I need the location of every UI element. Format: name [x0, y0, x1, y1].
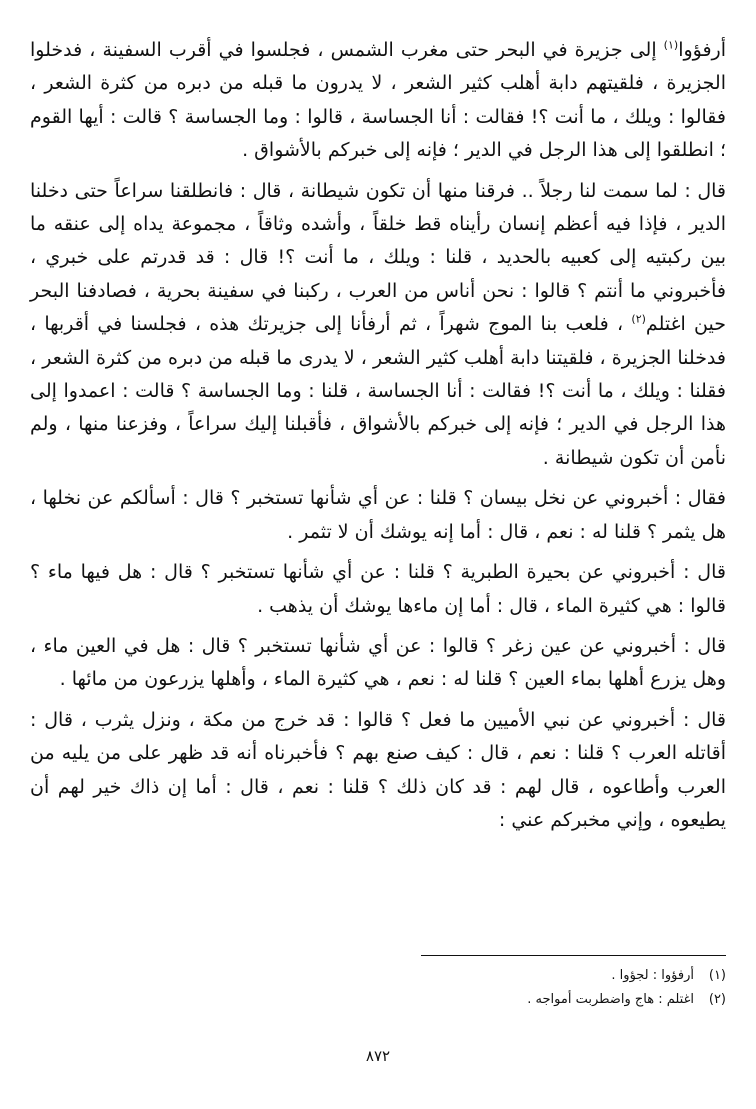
footnote-divider	[421, 955, 726, 956]
paragraph-text: قال : أخبروني عن عين زغر ؟ قالوا : عن أي شأنها تستخبر ؟ قال : هل في العين ماء ، وهل يزرع أهلها بماء العين ؟ قلنا له : نعم ، هي كثيرة الماء ، وأهلها يزرعون من مائها .	[30, 634, 726, 691]
paragraph-4	[30, 556, 726, 623]
paragraph-1	[30, 34, 726, 168]
footnote-text: أرفؤوا : لجؤوا .	[611, 968, 694, 983]
footnote-number: (١)	[708, 968, 726, 983]
footnote-item	[30, 964, 726, 988]
footnote-reference-1: (١)	[663, 38, 679, 52]
paragraph-text: فقال : أخبروني عن نخل بيسان ؟ قلنا : عن أي شأنها تستخبر ؟ قال : أسألكم عن نخلها ، هل يثمر ؟ قلنا له : نعم ، قال : أما إنه يوشك أن لا تثمر .	[30, 487, 726, 543]
paragraph-5	[30, 630, 726, 697]
paragraph-text: قال : أخبروني عن نبي الأميين ما فعل ؟ قالوا : قد خرج من مكة ، ونزل يثرب ، قال : أقاتله العرب ؟ قلنا : نعم ، قال : كيف صنع بهم ؟ فأخبرناه أنه قد ظهر على من يليه من العرب وأطاعوه ، قال لهم : قد كان ذلك ؟ قلنا : نعم ، قال : أما إن ذاك خير لهم أن يطيعوه ، وإني مخبركم عني :	[30, 708, 726, 831]
main-text	[30, 34, 726, 974]
paragraph-6	[30, 704, 726, 838]
paragraph-text: أرفؤوا	[678, 39, 726, 61]
paragraph-text: قال : لما سمت لنا رجلاً .. فرقنا منها أن تكون شيطانة ، قال : فانطلقنا سراعاً حتى دخلنا الدير ، فإذا فيه أعظم إنسان رأيناه قط خلقاً ، وأشده وثاقاً ، مجموعة يداه إلى عنقه ما بين ركبتيه إلى كعبيه بالحديد ، قلنا : ويلك ، ما أنت ؟! قال : قد قدرتم على خبري ، فأخبروني ما أنتم ؟ قالوا : نحن أناس من العرب ، ركبنا في سفينة بحرية ، فصادفنا البحر حين اغتلم	[30, 179, 727, 336]
paragraph-2	[30, 175, 726, 476]
paragraph-text: قال : أخبروني عن بحيرة الطبرية ؟ قلنا : عن أي شأنها تستخبر ؟ قال : هل فيها ماء ؟ قالوا : هي كثيرة الماء ، قال : أما إن ماءها يوشك أن يذهب .	[30, 561, 726, 617]
page-number: ٨٧٢	[365, 1047, 391, 1065]
paragraph-text: ، فلعب بنا الموج شهراً ، ثم أرفأنا إلى جزيرتك هذه ، فجلسنا في أقربها ، فدخلنا الجزيرة ، فلقيتنا دابة أهلب كثير الشعر ، لا يدرى ما قبله من دبره من كثرة الشعر ، فقلنا : ويلك ، ما أنت ؟! فقالت : أنا الجساسة ، قلنا : وما الجساسة ؟ قالت : اعمدوا إلى هذا الرجل في الدير ؛ فإنه إلى خبركم بالأشواق ، فأقبلنا إليك سراعاً ، وفزعنا منها ، ولم نأمن أن تكون شيطانة .	[30, 313, 726, 469]
footnote-item	[30, 988, 726, 1012]
paragraph-3	[30, 482, 726, 549]
paragraph-text: إلى جزيرة في البحر حتى مغرب الشمس ، فجلسوا في أقرب السفينة ، فدخلوا الجزيرة ، فلقيتهم دابة أهلب كثير الشعر ، لا يدرون ما قبله من دبره من كثرة الشعر ، فقالوا : ويلك ، ما أنت ؟! فقالت : أنا الجساسة ، قالوا : وما الجساسة ؟ قالت : أيها القوم ؛ انطلقوا إلى هذا الرجل في الدير ؛ فإنه إلى خبركم بالأشواق .	[30, 39, 726, 162]
footnote-text: اغتلم : هاج واضطربت أمواجه .	[527, 992, 694, 1007]
footnote-reference-2: (٢)	[631, 312, 646, 326]
footnotes	[30, 964, 726, 1012]
footnote-number: (٢)	[708, 992, 726, 1007]
